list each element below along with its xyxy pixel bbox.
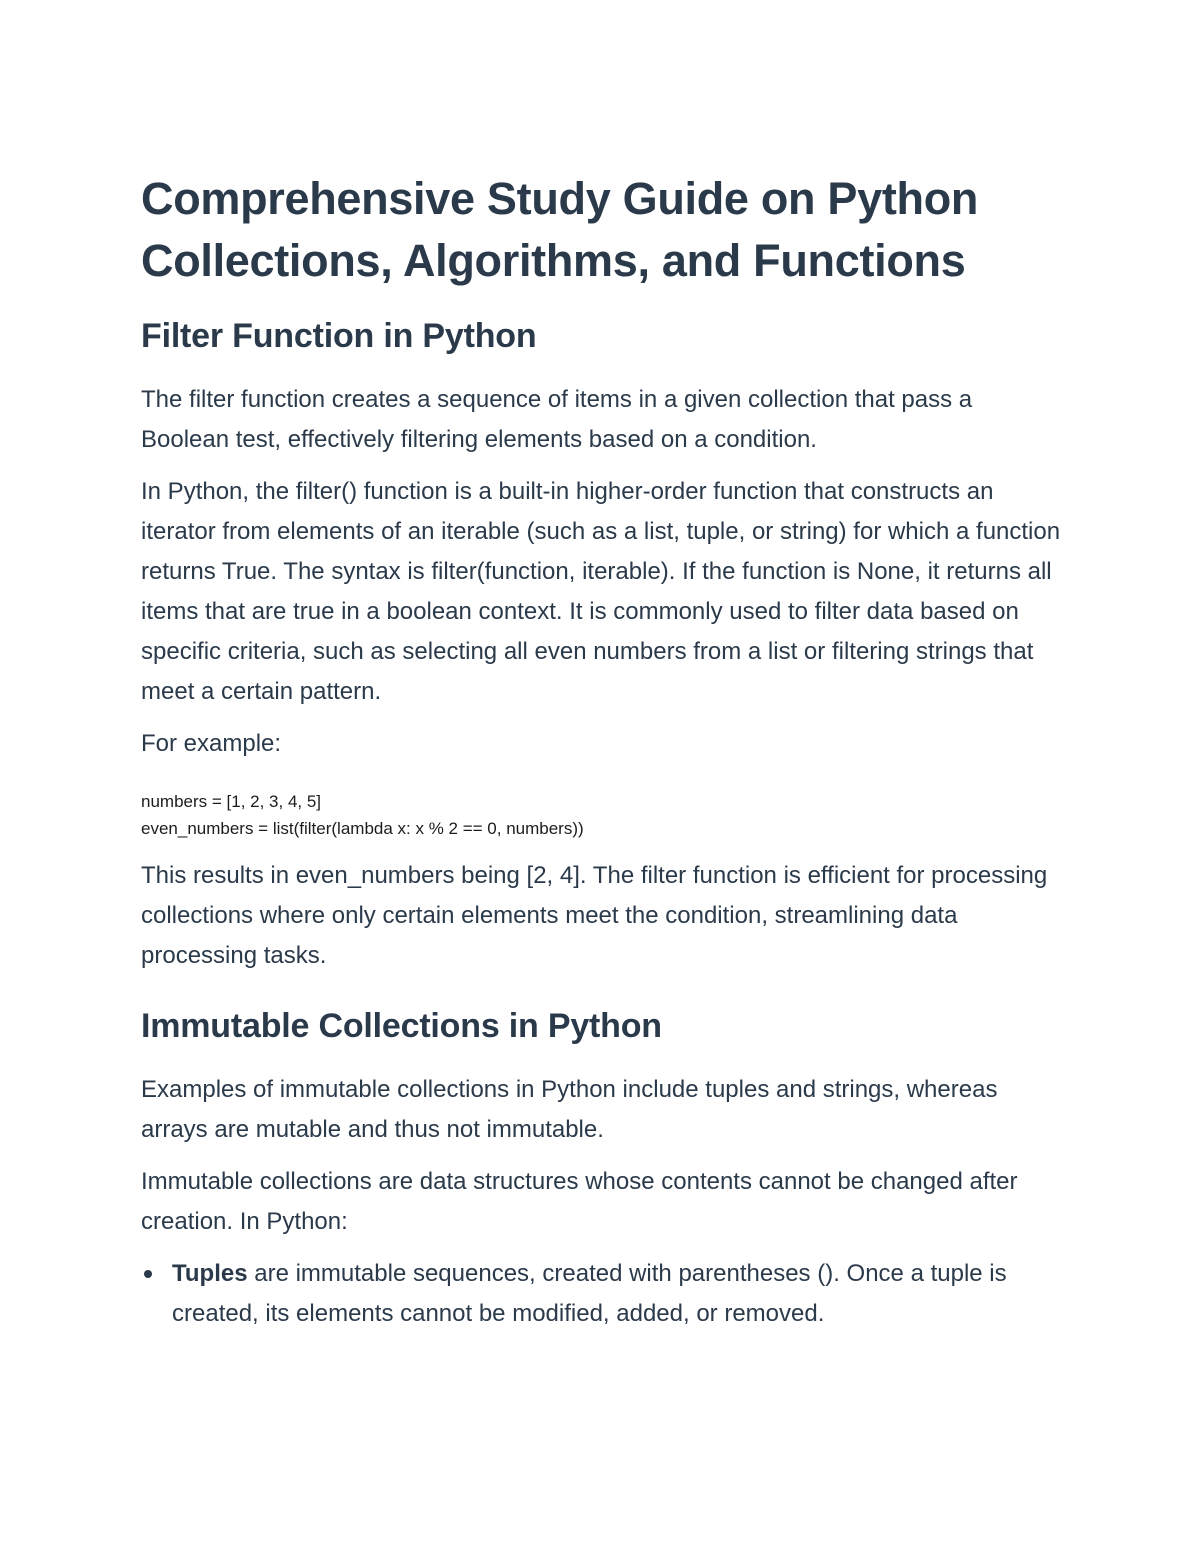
bullet-text: are immutable sequences, created with parentheses (). Once a tuple is created, its elements cannot be modified, added, or removed. xyxy=(172,1260,1007,1327)
immutable-summary-paragraph: Examples of immutable collections in Python include tuples and strings, whereas arrays are mutable and thus not immutable. xyxy=(141,1076,998,1143)
filter-summary-paragraph: The filter function creates a sequence of items in a given collection that pass a Boolean test, effectively filtering elements based on a condition. xyxy=(141,386,973,453)
document-title: Comprehensive Study Guide on Python Collections, Algorithms, and Functions xyxy=(141,173,979,286)
immutable-bullet-list xyxy=(141,1254,1061,1334)
section-heading-immutable: Immutable Collections in Python xyxy=(141,1007,662,1045)
filter-function-section xyxy=(141,314,1061,976)
example-intro: For example: xyxy=(141,730,282,757)
filter-result-paragraph: This results in even_numbers being [2, 4]. The filter function is efficient for processing collections where only certain elements meet the condition, streamlining data processing tasks. xyxy=(141,862,1048,969)
list-item xyxy=(141,1254,1061,1334)
document-page xyxy=(141,168,1061,1334)
bullet-term: Tuples xyxy=(172,1260,248,1287)
code-line: numbers = [1, 2, 3, 4, 5] xyxy=(141,792,322,811)
filter-detail-paragraph: In Python, the filter() function is a built-in higher-order function that constructs an iterator from elements of an iterable (such as a list, tuple, or string) for which a function returns True. The syntax is filter(function, iterable). If the function is None, it returns all items that are true in a boolean context. It is commonly used to filter data based on specific criteria, such as selecting all even numbers from a list or filtering strings that meet a certain pattern. xyxy=(141,478,1061,705)
immutable-detail-paragraph: Immutable collections are data structures whose contents cannot be changed after creation. In Python: xyxy=(141,1168,1018,1235)
section-heading-filter: Filter Function in Python xyxy=(141,317,537,355)
code-example xyxy=(141,788,1061,842)
bullet-dot-icon xyxy=(144,1270,152,1278)
code-line: even_numbers = list(filter(lambda x: x % 2 == 0, numbers)) xyxy=(141,819,584,838)
immutable-collections-section xyxy=(141,1004,1061,1334)
